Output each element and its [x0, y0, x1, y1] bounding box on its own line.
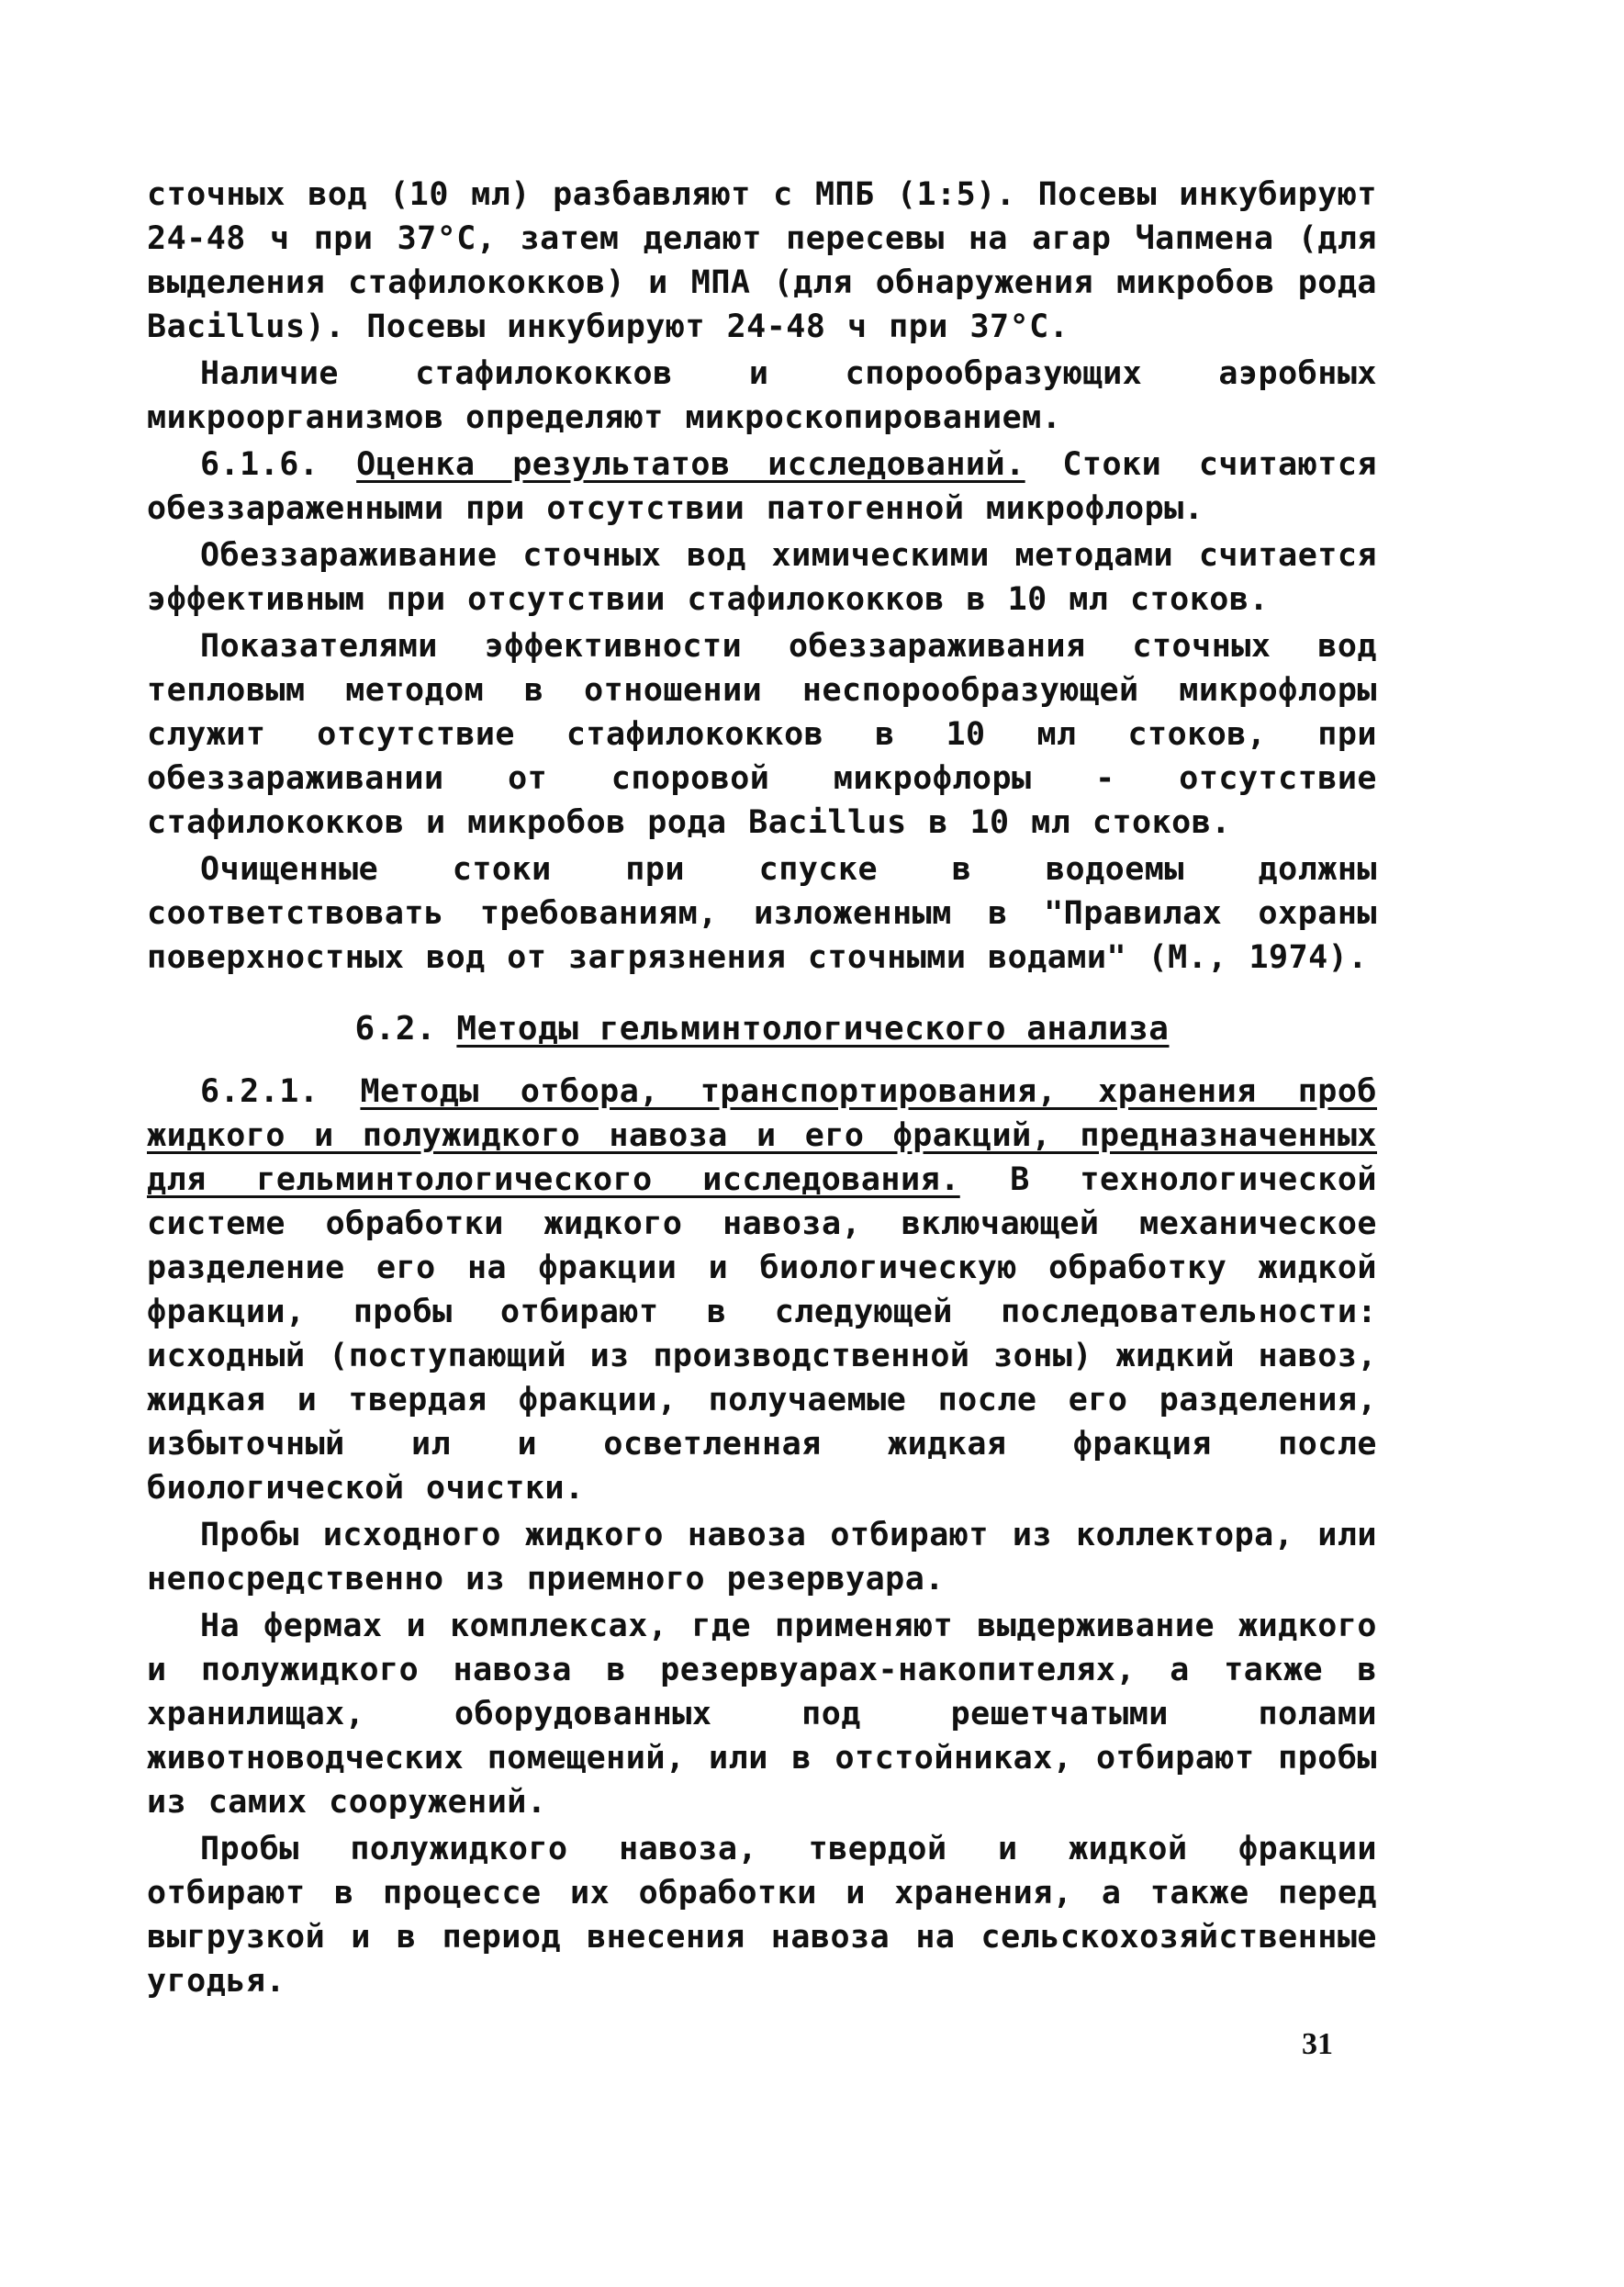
heading-6-2-number: 6.2. — [354, 1010, 437, 1048]
page-number: 31 — [1302, 2027, 1333, 2061]
paragraph-continuation: сточных вод (10 мл) разбавляют с МПБ (1:5). Посевы инкубируют 24-48 ч при 37°С, затем делают пересевы на агар Чапмена (для выделения стафилококков) и МПА (для обнаружения микробов рода Bacillus). Посевы инкубируют 24-48 ч при 37°С. — [147, 176, 1377, 345]
section-6-1-6 — [147, 443, 1377, 531]
section-6-1-6-title: Оценка результатов исследований. — [356, 446, 1025, 483]
section-heading-6-2 — [147, 1005, 1377, 1053]
section-6-2-1-title: Методы отбора, транспортирования, хранения проб жидкого и полужидкого навоза и его фракций, предназначенных для гельминтологического исследования. — [147, 1073, 1377, 1198]
paragraph-thermal-disinfection: Показателями эффективности обеззараживания сточных вод тепловым методом в отношении неспорообразующей микрофлоры служит отсутствие стафилококков в 10 мл стоков, при обеззараживании от споровой микрофлоры - отсутствие стафилококков и микробов рода Bacillus в 10 мл стоков. — [147, 628, 1377, 841]
heading-6-2-title: Методы гельминтологического анализа — [456, 1010, 1170, 1048]
paragraph-chemical-disinfection: Обеззараживание сточных вод химическими методами считается эффективным при отсутствии стафилококков в 10 мл стоков. — [147, 537, 1377, 618]
paragraph-semiliquid-samples: Пробы полужидкого навоза, твердой и жидкой фракции отбирают в процессе их обработки и хранения, а также перед выгрузкой и в период внесения навоза на сельскохозяйственные угодья. — [147, 1831, 1377, 2000]
section-6-2-1 — [147, 1070, 1377, 1510]
section-6-2-1-number: 6.2.1. — [200, 1073, 319, 1110]
section-6-1-6-number: 6.1.6. — [200, 446, 319, 483]
paragraph-discharge-rules: Очищенные стоки при спуске в водоемы должны соответствовать требованиям, изложенным в "Правилах охраны поверхностных вод от загрязнения сточными водами" (М., 1974). — [147, 851, 1377, 976]
document-page — [147, 173, 1377, 2082]
paragraph-source-samples: Пробы исходного жидкого навоза отбирают из коллектора, или непосредственно из приемного резервуара. — [147, 1517, 1377, 1598]
section-6-2-1-text: В технологической системе обработки жидкого навоза, включающей механическое разделение его на фракции и биологическую обработку жидкой фракции, пробы отбирают в следующей последовательности: исходный (поступающий из производственной зоны) жидкий навоз, жидкая и твердая фракции, получаемые после его разделения, избыточный ил и осветленная жидкая фракция после биологической очистки. — [147, 1161, 1377, 1507]
paragraph-farm-samples: На фермах и комплексах, где применяют выдерживание жидкого и полужидкого навоза в резервуарах-накопителях, а также в хранилищах, оборудованных под решетчатыми полами животноводческих помещений, или в отстойниках, отбирают пробы из самих сооружений. — [147, 1608, 1377, 1821]
paragraph-staphylococci-detection: Наличие стафилококков и спорообразующих аэробных микроорганизмов определяют микроскопированием. — [147, 355, 1377, 436]
section-6-1-6-text: Стоки считаются обеззараженными при отсутствии патогенной микрофлоры. — [147, 446, 1378, 527]
